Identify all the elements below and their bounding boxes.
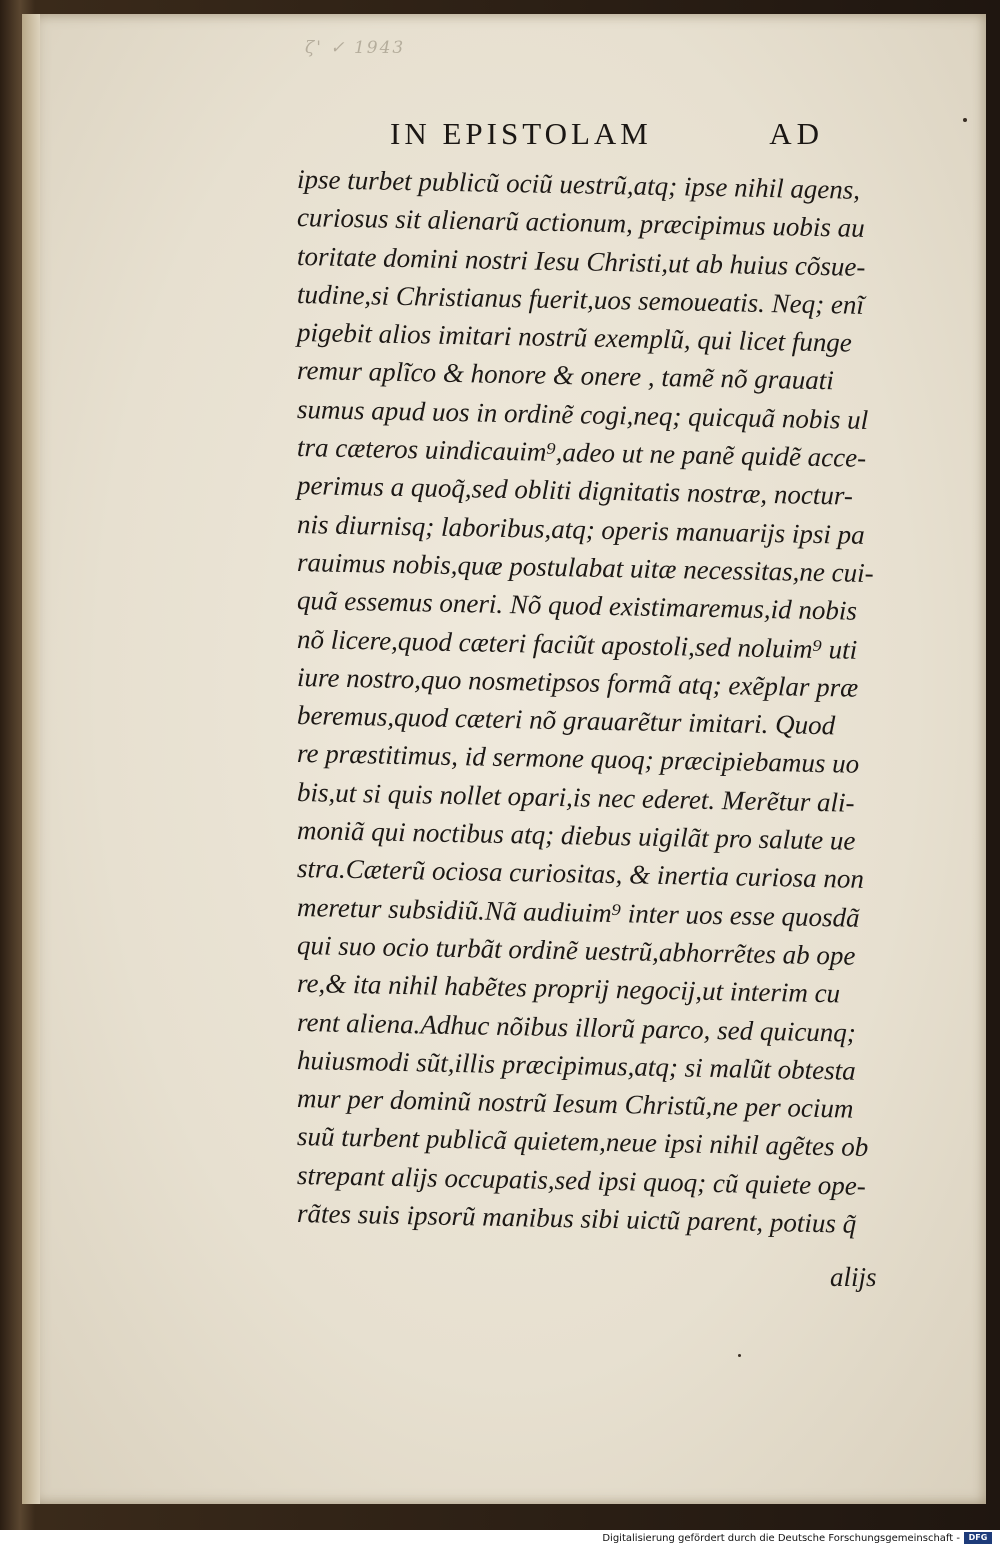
text-line: moniã qui noctibus atq; diebus uigilãt pro salute ue — [296, 815, 856, 856]
text-line: remur aplĩco & honore & onere , tamẽ nõ grauati — [296, 355, 835, 396]
text-line: toritate domini nostri Iesu Christi,ut ab huius cõsue- — [296, 240, 866, 282]
text-line: suũ turbent publicã quietem,neue ipsi nihil agẽtes ob — [296, 1121, 869, 1163]
dfg-logo: DFG — [964, 1532, 992, 1544]
text-line: nõ licere,quod cæteri faciũt apostoli,sed noluim⁹ uti — [296, 623, 858, 665]
text-line: bis,ut si quis nollet opari,is nec ederet. Merẽtur ali- — [296, 776, 855, 818]
marginal-annotation: ζ' ✓ 1943 — [305, 38, 406, 58]
text-line: huiusmodi sũt,illis præcipimus,atq; si malũt obtesta — [296, 1044, 856, 1086]
text-line: ipse turbet publicũ ociũ uestrũ,atq; ipse nihil agens, — [296, 164, 861, 205]
text-line: pigebit alios imitari nostrũ exemplũ, qui licet funge — [296, 317, 853, 358]
text-line: mur per dominũ nostrũ Iesum Christũ,ne per ocium — [296, 1083, 854, 1124]
text-line: curiosus sit alienarũ actionum, præcipimus uobis au — [296, 202, 865, 244]
text-line: qui suo ocio turbãt ordinẽ uestrũ,abhorrẽtes ab ope — [296, 929, 856, 971]
text-line: rãtes suis ipsorũ manibus sibi uictũ parent, potius q̃ — [296, 1198, 857, 1239]
text-line: tra cæteros uindicauim⁹,adeo ut ne panẽ quidẽ acce- — [296, 432, 867, 474]
text-line: tudine,si Christianus fuerit,uos semoueatis. Neq; enĩ — [296, 278, 865, 320]
text-line: stra.Cæterũ ociosa curiositas, & inertia curiosa non — [296, 853, 865, 895]
text-line: nis diurnisq; laboribus,atq; operis manuarijs ipsi pa — [296, 508, 865, 550]
running-head-right: AD — [769, 116, 824, 151]
text-line: re præstitimus, id sermone quoq; præcipiebamus uo — [296, 738, 860, 780]
page-gutter — [22, 14, 40, 1504]
text-line: beremus,quod cæteri nõ grauarẽtur imitari. Quod — [296, 700, 836, 741]
text-line: perimus a quoq̃,sed obliti dignitatis nostræ, noctur- — [296, 470, 854, 512]
footer-credit: Digitalisierung gefördert durch die Deutsche Forschungsgemeinschaft - — [602, 1533, 960, 1544]
text-line: iure nostro,quo nosmetipsos formã atq; exẽplar præ — [296, 661, 859, 703]
text-line: meretur subsidiũ.Nã audiuim⁹ inter uos esse quosdã — [296, 891, 860, 933]
catchword: alijs — [830, 1262, 877, 1292]
text-line: sumus apud uos in ordinẽ cogi,neq; quicquã nobis ul — [296, 393, 869, 435]
text-line: quã essemus oneri. Nõ quod existimaremus,id nobis — [296, 585, 858, 627]
text-line: rent aliena.Adhuc nõibus illorũ parco, sed quicunq; — [296, 1006, 857, 1048]
text-line: rauimus nobis,quæ postulabat uitæ necessitas,ne cui- — [296, 546, 874, 589]
ink-speck — [963, 118, 967, 122]
text-line: re,& ita nihil habẽtes proprij negocij,ut interim cu — [296, 968, 841, 1009]
ink-speck — [738, 1354, 741, 1357]
text-line: strepant alijs occupatis,sed ipsi quoq; cũ quiete ope- — [296, 1159, 867, 1201]
running-head-left: IN EPISTOLAM — [390, 116, 652, 151]
running-head — [390, 116, 830, 164]
body-text — [296, 160, 927, 1239]
